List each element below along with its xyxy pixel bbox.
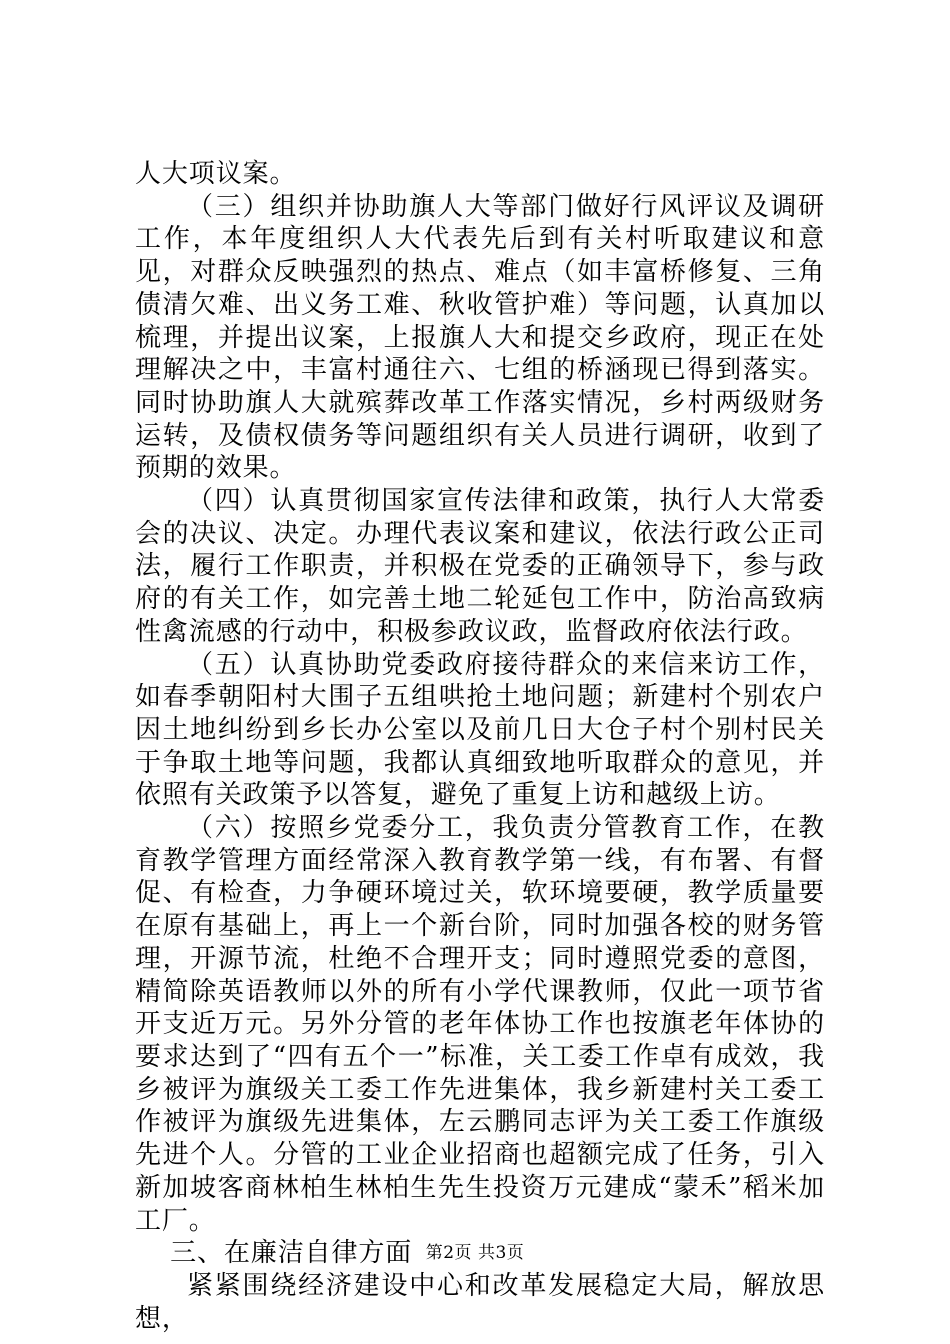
paragraph-section-4: （四）认真贯彻国家宣传法律和政策，执行人大常委会的决议、决定。办理代表议案和建议，依法行政公正司法，履行工作职责，并积极在党委的正确领导下，参与政府的有关工作，如完善土地二轮延包工作中，防治高致病性禽流感的行动中，积极参政议政，监督政府依法行政。 [135,486,825,647]
section-heading: 三、在廉洁自律方面 [170,1238,413,1269]
paragraph-section-5: （五）认真协助党委政府接待群众的来信来访工作，如春季朝阳村大围子五组哄抢土地问题；新建村个别农户因土地纠纷到乡长办公室以及前几日大仓子村个别村民关于争取土地等问题，我都认真细致地听取群众的意见，并依照有关政策予以答复，避免了重复上访和越级上访。 [135,649,825,811]
paragraph-integrity: 紧紧围绕经济建设中心和改革发展稳定大局，解放思想， [135,1270,825,1334]
page-number-footer: 第2页 共3页 [425,1243,525,1263]
paragraph-section-6: （六）按照乡党委分工，我负责分管教育工作，在教育教学管理方面经常深入教育教学第一线，有布署、有督促、有检查，力争硬环境过关，软环境要硬，教学质量要在原有基础上，再上一个新台阶，同时加强各校的财务管理，开源节流，杜绝不合理开支；同时遵照党委的意图，精简除英语教师以外的所有小学代课教师，仅此一项节省开支近万元。另外分管的老年体协工作也按旗老年体协的要求达到了“四有五个一”标准，关工委工作卓有成效，我乡被评为旗级关工委工作先进集体，我乡新建村关工委工作被评为旗级先进集体，左云鹏同志评为关工委工作旗级先进个人。分管的工业企业招商也超额完成了任务，引入新加坡客商林柏生林柏生先生投资万元建成“蒙禾”稻米加工厂。 [135,813,825,1236]
paragraph-section-3: （三）组织并协助旗人大等部门做好行风评议及调研工作，本年度组织人大代表先后到有关村听取建议和意见，对群众反映强烈的热点、难点（如丰富桥修复、三角债清欠难、出义务工难、秋收管护难）等问题，认真加以梳理，并提出议案，上报旗人大和提交乡政府，现正在处理解决之中，丰富村通往六、七组的桥涵现已得到落实。同时协助旗人大就殡葬改革工作落实情况，乡村两级财务运转，及债权债务等问题组织有关人员进行调研，收到了预期的效果。 [135,191,825,484]
document-body [135,158,825,1335]
paragraph-continuation: 人大项议案。 [135,159,297,189]
